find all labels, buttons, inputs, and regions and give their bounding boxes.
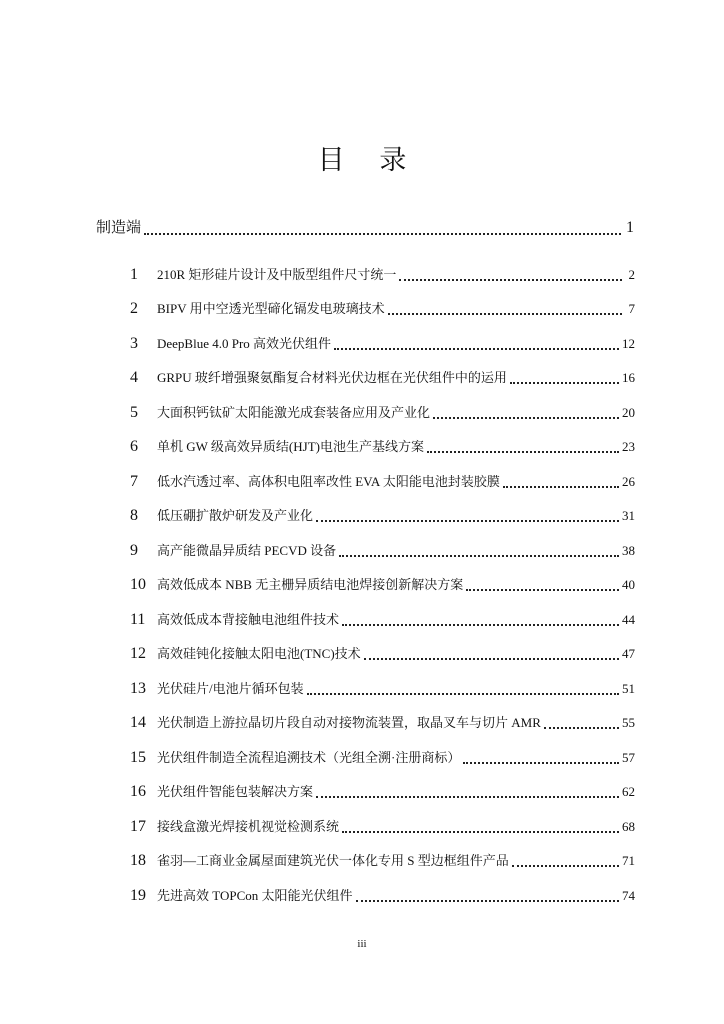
dot-leader xyxy=(463,748,619,764)
dot-leader xyxy=(316,506,619,522)
entry-page-number: 51 xyxy=(622,680,635,696)
entry-page-number: 68 xyxy=(622,818,635,834)
entry-number: 12 xyxy=(130,645,146,662)
toc-entry[interactable] xyxy=(130,250,635,285)
entry-number: 15 xyxy=(130,748,146,766)
dot-leader xyxy=(334,334,619,350)
entry-page-number: 44 xyxy=(622,611,635,627)
dot-leader xyxy=(144,219,621,235)
toc-entry[interactable] xyxy=(130,768,635,803)
entry-title: 高效低成本背接触电池组件技术 xyxy=(157,611,340,627)
entry-number: 1 xyxy=(130,265,138,283)
entry-number: 4 xyxy=(130,369,138,386)
entry-number: 13 xyxy=(130,679,146,697)
dot-leader xyxy=(427,437,619,453)
toc-entry[interactable] xyxy=(130,595,635,630)
toc-entry[interactable] xyxy=(130,561,635,596)
entry-title: 高产能微晶异质结 PECVD 设备 xyxy=(157,542,337,558)
dot-leader xyxy=(307,679,619,695)
entry-page-number: 38 xyxy=(622,542,635,558)
entry-title: 低水汽透过率、高体积电阻率改性 EVA 太阳能电池封装胶膜 xyxy=(157,473,500,489)
dot-leader xyxy=(356,886,620,902)
entry-page-number: 62 xyxy=(622,784,635,799)
entry-number: 19 xyxy=(130,886,146,904)
entry-title: 先进高效 TOPCon 太阳能光伏组件 xyxy=(157,887,353,903)
dot-leader xyxy=(544,713,619,729)
entry-page-number: 40 xyxy=(622,577,635,592)
entry-page-number: 20 xyxy=(622,404,635,420)
entry-number: 18 xyxy=(130,852,146,869)
dot-leader xyxy=(364,644,619,660)
toc-entry[interactable] xyxy=(130,630,635,665)
entry-title: 雀羽—工商业金属屋面建筑光伏一体化专用 S 型边框组件产品 xyxy=(157,853,509,868)
page-title: 目 录 xyxy=(317,145,421,175)
entry-title: 光伏组件智能包装解决方案 xyxy=(157,784,314,799)
dot-leader xyxy=(466,575,619,591)
toc-section-heading[interactable] xyxy=(96,211,634,239)
entry-page-number: 12 xyxy=(622,335,635,351)
toc-entry[interactable] xyxy=(130,423,635,458)
dot-leader xyxy=(339,541,619,557)
entry-title: 光伏组件制造全流程追溯技术（光组全溯·注册商标） xyxy=(157,749,461,765)
entry-title: 210R 矩形硅片设计及中版型组件尺寸统一 xyxy=(157,266,397,282)
toc-entry[interactable] xyxy=(130,526,635,561)
entry-title: 光伏硅片/电池片循环包装 xyxy=(157,680,304,696)
dot-leader xyxy=(316,782,619,798)
entry-page-number: 16 xyxy=(622,370,635,385)
entry-number: 17 xyxy=(130,817,146,835)
footer-page-number: iii xyxy=(357,938,367,950)
entry-number: 6 xyxy=(130,438,138,455)
dot-leader xyxy=(512,851,619,867)
dot-leader xyxy=(388,299,622,315)
entry-title: GRPU 玻纤增强聚氨酯复合材料光伏边框在光伏组件中的运用 xyxy=(157,370,507,385)
entry-title: 高效硅钝化接触太阳电池(TNC)技术 xyxy=(157,646,361,661)
entry-title: 光伏制造上游拉晶切片段自动对接物流装置，取晶叉车与切片 AMR xyxy=(157,715,541,730)
entry-number: 10 xyxy=(130,576,146,593)
entry-page-number: 26 xyxy=(622,473,635,489)
toc-entry[interactable] xyxy=(130,457,635,492)
toc-entry[interactable] xyxy=(130,354,635,389)
entry-title: 接线盒激光焊接机视觉检测系统 xyxy=(157,818,340,834)
entry-number: 5 xyxy=(130,403,138,421)
entry-page-number: 57 xyxy=(622,749,635,765)
entry-number: 8 xyxy=(130,507,138,524)
toc-entry[interactable] xyxy=(130,837,635,872)
section-label: 制造端 xyxy=(96,220,142,236)
entry-number: 16 xyxy=(130,783,146,800)
toc-entry[interactable] xyxy=(130,319,635,354)
entry-number: 14 xyxy=(130,714,146,731)
entry-page-number: 74 xyxy=(622,887,635,903)
entry-title: DeepBlue 4.0 Pro 高效光伏组件 xyxy=(157,335,332,351)
toc-entry[interactable] xyxy=(130,388,635,423)
dot-leader xyxy=(510,368,619,384)
entry-page-number: 2 xyxy=(628,266,635,282)
entry-number: 3 xyxy=(130,334,138,352)
toc-entry[interactable] xyxy=(130,699,635,734)
toc-entry[interactable] xyxy=(130,664,635,699)
entry-number: 2 xyxy=(130,300,138,317)
entry-page-number: 31 xyxy=(622,508,635,523)
entry-title: BIPV 用中空透光型碲化镉发电玻璃技术 xyxy=(157,301,385,316)
entry-page-number: 47 xyxy=(622,646,635,661)
toc-entry[interactable] xyxy=(130,733,635,768)
dot-leader xyxy=(399,265,622,281)
dot-leader xyxy=(342,817,619,833)
toc-entry[interactable] xyxy=(130,285,635,320)
dot-leader xyxy=(433,403,619,419)
entry-number: 9 xyxy=(130,541,138,559)
entry-page-number: 7 xyxy=(628,301,635,316)
dot-leader xyxy=(503,472,619,488)
entry-page-number: 23 xyxy=(622,439,635,454)
section-page-number: 1 xyxy=(626,219,634,236)
entry-number: 11 xyxy=(130,610,146,628)
entry-number: 7 xyxy=(130,472,138,490)
entry-page-number: 71 xyxy=(622,853,635,868)
toc-entry[interactable] xyxy=(130,802,635,837)
toc-entry[interactable] xyxy=(130,871,635,906)
toc-entry[interactable] xyxy=(130,492,635,527)
entry-title: 低压硼扩散炉研发及产业化 xyxy=(157,508,314,523)
entry-title: 大面积钙钛矿太阳能激光成套装备应用及产业化 xyxy=(157,404,431,420)
dot-leader xyxy=(342,610,619,626)
entry-title: 单机 GW 级高效异质结(HJT)电池生产基线方案 xyxy=(157,439,424,454)
entry-page-number: 55 xyxy=(622,715,635,730)
entry-title: 高效低成本 NBB 无主栅异质结电池焊接创新解决方案 xyxy=(157,577,464,592)
toc-list xyxy=(130,250,635,906)
